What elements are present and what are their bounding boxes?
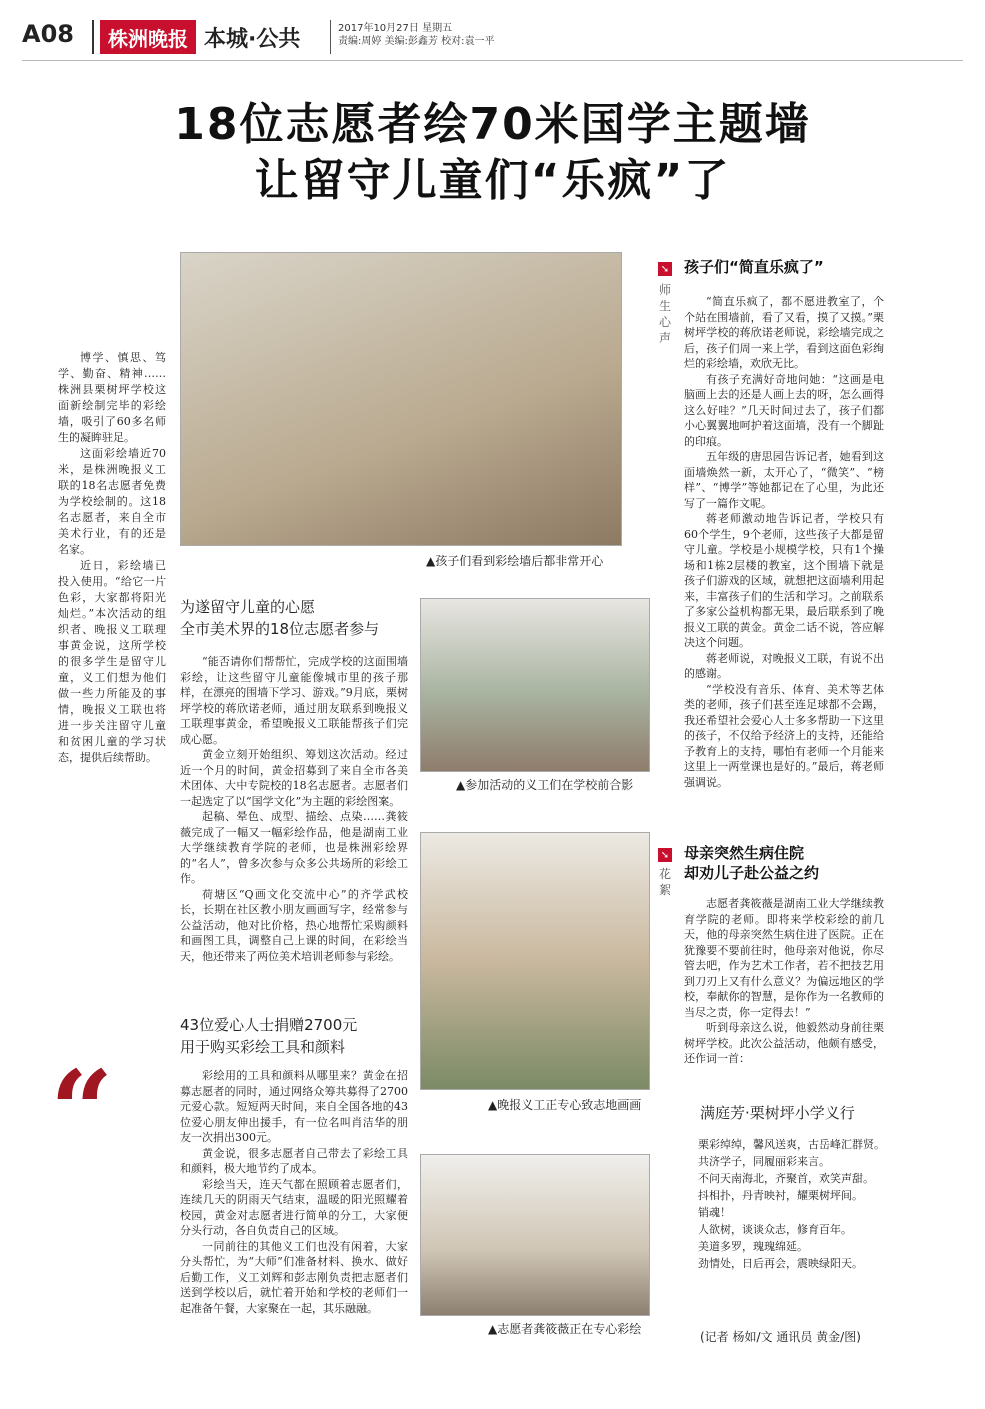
intro-column: [58, 350, 166, 766]
right-section-2-body: [684, 896, 884, 1067]
poem: [698, 1136, 888, 1272]
photo-group-at-gate: [420, 598, 650, 772]
body-paragraph: 黄金立刻开始组织、筹划这次活动。经过近一个月的时间，黄金招募到了来自全市各美术团体、大中专院校的18名志愿者。志愿者们一起选定了以“国学文化”为主题的彩绘图案。: [180, 748, 408, 808]
author-credit: (记者 杨如/文 通讯员 黄金/图): [700, 1330, 861, 1344]
section-1-body: [180, 654, 408, 964]
arrow-flag-icon: ➘: [658, 848, 672, 862]
body-paragraph: 彩绘当天，连天气都在照顾着志愿者们，连续几天的阴雨天气结束，温暖的阳光照耀着校园，黄金对志愿者进行简单的分工，大家便分头行动，各自负责自己的区域。: [180, 1177, 408, 1237]
poem-line: 不问天南海北，齐聚首，欢笑声甜。: [698, 1172, 874, 1185]
poem-title: 满庭芳·栗树坪小学义行: [700, 1104, 855, 1122]
intro-paragraph: 这面彩绘墙近70米，是株洲晚报义工联的18名志愿者免费为学校绘制的。这18名志愿者，来自全市美术行业，有的还是名家。: [58, 447, 166, 556]
poem-line: 劲情处，日后再会，震映绿阳天。: [698, 1257, 863, 1270]
right-section-2-title-1: 母亲突然生病住院: [684, 844, 805, 862]
section-name: 本城·公共: [204, 27, 301, 52]
body-paragraph: “能否请你们帮帮忙，完成学校的这面围墙彩绘，让这些留守儿童能像城市里的孩子那样，在漂亮的围墙下学习、游戏。”9月底，栗树坪学校的蒋欣诺老师，通过朋友联系到晚报义工联理事黄金，希望晚报义工联能帮孩子们完成心愿。: [180, 655, 408, 746]
caption-photo-2: ▲参加活动的义工们在学校前合影: [456, 778, 634, 792]
body-paragraph: 五年级的唐思园告诉记者，她看到这面墙焕然一新，太开心了，“微笑”、“榜样”、“博学”等她都记在了心里，为此还写了一篇作文呢。: [684, 450, 884, 510]
section-1-title-2: 全市美术界的18位志愿者参与: [180, 620, 380, 638]
right-section-2-title-2: 却劝儿子赴公益之约: [684, 864, 820, 882]
poem-line: 共济学子，同履丽彩来言。: [698, 1155, 830, 1168]
arrow-flag-icon: ➘: [658, 262, 672, 276]
body-paragraph: “学校没有音乐、体育、美术等艺体类的老师，孩子们甚至连足球都不会踢，我还希望社会爱心人士多多帮助一下这里的孩子，不仅给予经济上的支持，还能给予教育上的支持，哪怕有老师一个月能来这里上一两堂课也是好的。”最后，蒋老师强调说。: [684, 682, 884, 789]
header-divider-2: [330, 20, 331, 54]
poem-line: 人欲树，谈谈众志，修育百年。: [698, 1223, 852, 1236]
body-paragraph: 听到母亲这么说，他毅然动身前往栗树坪学校。此次公益活动，他颇有感受，还作词一首：: [684, 1021, 884, 1065]
poem-line: 销魂！: [698, 1206, 731, 1219]
right-section-2-label: 花絮: [658, 867, 671, 897]
issue-date: 2017年10月27日 星期五: [338, 23, 453, 34]
header-divider: [92, 20, 94, 54]
headline-line-2: 让留守儿童们“乐疯”了: [254, 155, 731, 206]
intro-paragraph: 博学、慎思、笃学、勤奋、精神……株洲县栗树坪学校这面新绘制完毕的彩绘墙，吸引了60多名师生的凝眸驻足。: [58, 351, 166, 444]
header-rule: [22, 60, 963, 61]
body-paragraph: “简直乐疯了，都不愿进教室了，个个站在围墙前，看了又看，摸了又摸。”栗树坪学校的蒋欣诺老师说，彩绘墙完成之后，孩子们周一来上学，看到这面色彩绚烂的彩绘墙，欢欣无比。: [684, 295, 884, 370]
right-section-1-body: [684, 294, 884, 790]
body-paragraph: 彩绘用的工具和颜料从哪里来？黄金在招募志愿者的同时，通过网络众筹共募得了2700元爱心款。短短两天时间，来自全国各地的43位爱心朋友伸出援手，有一位名叫肖洁华的朋友一次捐出300元。: [180, 1069, 408, 1144]
page-number: A08: [22, 20, 74, 48]
body-paragraph: 荷塘区“Q画文化交流中心”的齐学武校长，长期在社区教小朋友画画写字，经常参与公益活动，他对比价格，热心地帮忙采购颜料和画图工具，调整自己上课的时间，在彩绘当天，他还带来了两位美术培训老师参与彩绘。: [180, 887, 408, 963]
poem-line: 栗彩绰绰，馨风送爽，古岳峰汇群贤。: [698, 1138, 885, 1151]
newspaper-logo: 株洲晚报: [100, 20, 196, 54]
body-paragraph: 蒋老师激动地告诉记者，学校只有60个学生，9个老师，这些孩子大都是留守儿童。学校是小规模学校，只有1个操场和1栋2层楼的教室，这个围墙下就是孩子们游戏的区域，就想把这面墙利用起来，丰富孩子们的生活和学习。之前联系了多家公益机构都无果，最后联系到了晚报义工联的黄金。黄金二话不说，答应解决这个问题。: [684, 512, 884, 649]
section-1-title-1: 为遂留守儿童的心愿: [180, 598, 316, 616]
photo-volunteer-mural: [420, 1154, 650, 1316]
intro-paragraph: 近日，彩绘墙已投入使用。“给它一片色彩，大家都将阳光灿烂。”本次活动的组织者、晚报义工联理事黄金说，这所学校的很多学生是留守儿童，义工们想为他们做一些力所能及的事情，晚报义工联也将进一步关注留守儿童和贫困儿童的学习状态，提供后续帮助。: [58, 559, 166, 764]
caption-photo-4: ▲志愿者龚筱薇正在专心彩绘: [488, 1322, 642, 1336]
staff-credits: 责编:周婷 美编:彭鑫芳 校对:袁一平: [338, 36, 495, 47]
body-paragraph: 蒋老师说，对晚报义工联，有说不出的感谢。: [684, 651, 884, 680]
header-meta: [338, 22, 494, 48]
headline-line-1: 18位志愿者绘70米国学主题墙: [174, 99, 811, 150]
body-paragraph: 黄金说，很多志愿者自己带去了彩绘工具和颜料，极大地节约了成本。: [180, 1146, 408, 1175]
right-section-1-label: 师生心声: [658, 283, 671, 345]
body-paragraph: 一同前往的其他义工们也没有闲着，大家分头帮忙，为“大师”们准备材料、换水、做好后勤工作，义工刘辉和彭志刚负责把志愿者们送到学校以后，就忙着开始和学校的老师们一起准备午餐，大家聚在一起，其乐融融。: [180, 1239, 408, 1315]
body-paragraph: 志愿者龚筱薇是湖南工业大学继续教育学院的老师。即将来学校彩绘的前几天，他的母亲突然生病住进了医院。正在犹豫要不要前往时，他母亲对他说，你尽管去吧，作为艺术工作者，若不把技艺用到刀刃上又有什么意义？为偏远地区的学校，奉献你的智慧，是你作为一名教师的当尽之责，你一定得去！”: [684, 897, 884, 1019]
photo-children-smiling: [180, 252, 622, 546]
section-2-title-2: 用于购买彩绘工具和颜料: [180, 1038, 346, 1056]
section-2-title-1: 43位爱心人士捐赠2700元: [180, 1016, 358, 1034]
right-section-1-title: 孩子们“简直乐疯了”: [684, 258, 824, 276]
photo-volunteer-painting: [420, 832, 650, 1090]
body-paragraph: 起稿、晕色、成型、描绘、点染……龚筱薇完成了一幅又一幅彩绘作品，他是湖南工业大学继续教育学院的老师，也是株洲彩绘界的“名人”，曾多次参与众多公共场所的彩绘工作。: [180, 810, 408, 885]
section-2-body: [180, 1068, 408, 1316]
caption-photo-3: ▲晚报义工正专心致志地画画: [488, 1098, 642, 1112]
body-paragraph: 有孩子充满好奇地问她：“这画是电脑画上去的还是人画上去的呀，怎么画得这么好哇？”几天时间过去了，孩子们都小心翼翼地呵护着这面墙，没有一个脚趾的印痕。: [684, 372, 884, 448]
caption-photo-1: ▲孩子们看到彩绘墙后都非常开心: [426, 554, 604, 568]
poem-line: 抖相扑，丹青映衬，耀栗树坪间。: [698, 1189, 863, 1202]
left-double-quote-icon: “: [50, 1046, 114, 1175]
poem-line: 美道多罗，瑰瑰绵延。: [698, 1240, 808, 1253]
